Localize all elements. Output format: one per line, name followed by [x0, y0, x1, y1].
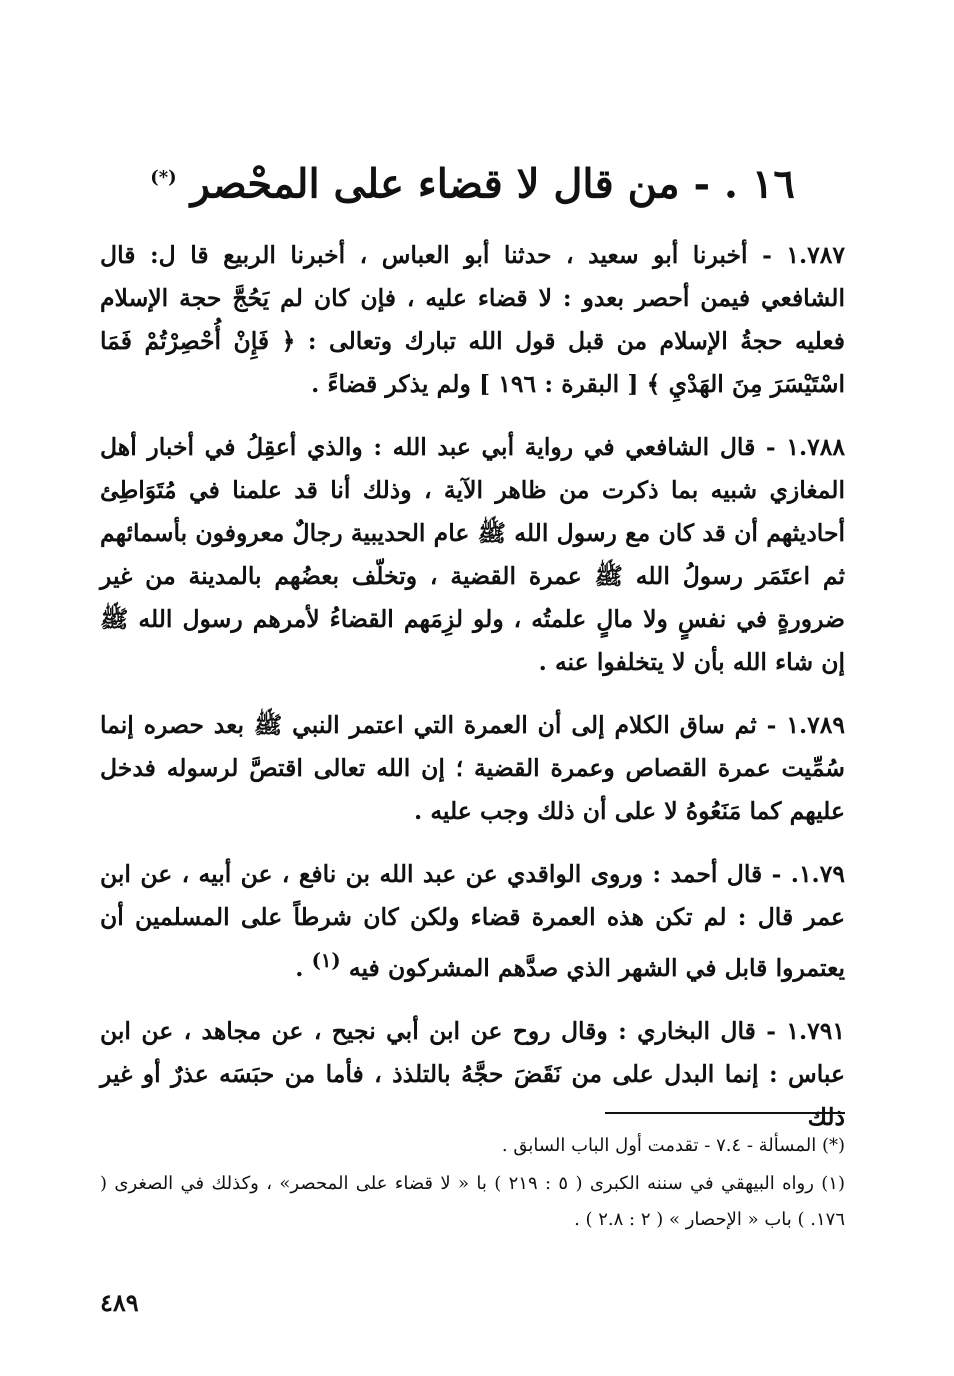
- paragraph-1791: ١.٧٩١ - قال البخاري : وقال روح عن ابن أبي نجيح ، عن مجاهد ، عن ابن عباس : إنما البدل على من نَقَضَ حجَّهُ بالتلذذ ، فأما من حبَسَه عذرٌ أو غير ذلك: [100, 1017, 845, 1132]
- footnote-divider: [605, 1112, 845, 1114]
- paragraph-1787: ١.٧٨٧ - أخبرنا أبو سعيد ، حدثنا أبو العباس ، أخبرنا الربيع قا ل: قال الشافعي فيمن أحصر بعدو : لا قضاء عليه ، فإن كان لم يَحُجَّ حجة الإسلام فعليه حجةُ الإسلام من قبل قول الله تبارك وتعالى : ﴿ فَإِنْ أُحْصِرْتُمْ فَمَا اسْتَيْسَرَ مِنَ الهَدْيِ ﴾ [ البقرة : ١٩٦ ] ولم يذكر قضاءً .: [100, 241, 845, 399]
- footnote-ref-1: (١): [311, 949, 341, 973]
- paragraph-1788: ١.٧٨٨ - قال الشافعي في رواية أبي عبد الله : والذي أعقِلُ في أخبار أهل المغازي شبيه بما ذكرت من ظاهر الآية ، وذلك أنا قد علمنا في مُتَوَاطِئ أحاديثهم أن قد كان مع رسول الله ﷺ عام الحديبية رجالٌ معروفون بأسمائهم ثم اعتَمَر رسولُ الله ﷺ عمرة القضية ، وتخلّف بعضُهم بالمدينة من غير ضرورةٍ في نفسٍ ولا مالٍ علمتُه ، ولو لزِمَهم القضاءُ لأمرهم رسول الله ﷺ إن شاء الله بأن لا يتخلفوا عنه .: [100, 433, 845, 677]
- paragraph-1790: [100, 853, 845, 990]
- chapter-title-text: ١٦ . - من قال لا قضاء على المحْصر: [190, 160, 795, 208]
- footnotes: [100, 1128, 845, 1240]
- page-body: [100, 150, 845, 1159]
- footnote-star: (*) المسألة - ٧.٤ - تقدمت أول الباب السابق .: [501, 1135, 845, 1156]
- paragraph-1790-text: ١.٧٩. - قال أحمد : وروى الواقدي عن عبد الله بن نافع ، عن أبيه ، عن ابن عمر قال : لم تكن هذه العمرة قضاء ولكن كان شرطاً على المسلمين أن يعتمروا قابل في الشهر الذي صدَّهم المشركون فيه: [100, 860, 845, 983]
- paragraph-1789: ١.٧٨٩ - ثم ساق الكلام إلى أن العمرة التي اعتمر النبي ﷺ بعد حصره إنما سُمِّيت عمرة القصاص وعمرة القضية ؛ إن الله تعالى اقتصَّ لرسوله فدخل عليهم كما مَنَعُوهُ لا على أن ذلك وجب عليه .: [100, 711, 845, 826]
- footnote-1: (١) رواه البيهقي في سننه الكبرى ( ٥ : ٢١٩ ) با « لا قضاء على المحصر» ، وكذلك في الصغرى ( ١٧٦. ) باب « الإحصار » ( ٢ : ٢.٨ ) .: [100, 1173, 845, 1230]
- page-number: ٤٨٩: [100, 1288, 139, 1317]
- paragraph-1790-end: .: [295, 954, 304, 983]
- title-footnote-marker: (*): [150, 167, 177, 188]
- chapter-title: [100, 150, 845, 212]
